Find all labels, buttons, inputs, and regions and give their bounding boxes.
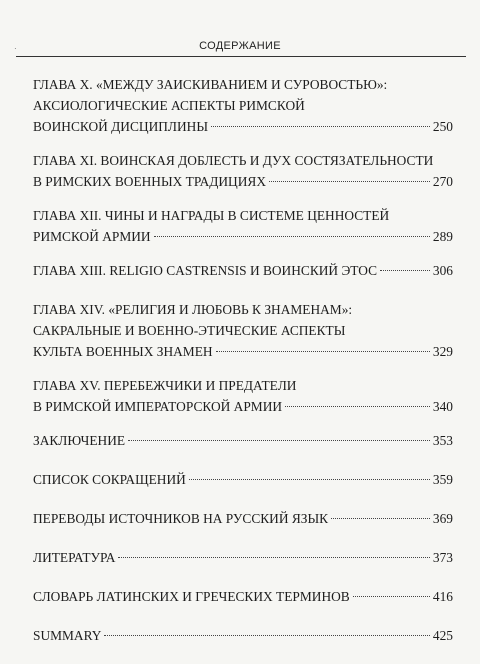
page-header: СОДЕРЖАНИЕ [199,40,281,52]
page-number: 289 [432,229,453,244]
dot-leader [104,635,429,636]
dot-leader [331,518,430,519]
dot-leader [353,596,430,597]
toc-entry-title: РИМСКОЙ АРМИИ [33,229,151,244]
toc-entry [33,547,453,568]
toc-entry-last-line [33,116,453,137]
toc-entry-last-line [33,586,453,607]
toc-entry [33,260,453,281]
margin-mark: · [14,44,17,53]
toc-entry-last-line [33,341,453,362]
page-number: 329 [432,344,453,359]
toc-entry [33,508,453,529]
page-number: 359 [432,472,453,487]
toc-entry-line: ГЛАВА XV. ПЕРЕБЕЖЧИКИ И ПРЕДАТЕЛИ [33,378,297,393]
page-number: 270 [432,174,453,189]
toc-entry-last-line [33,226,453,247]
dot-leader [189,479,430,480]
toc-entry [33,469,453,490]
toc-entry [33,586,453,607]
toc-entry-line: ГЛАВА XI. ВОИНСКАЯ ДОБЛЕСТЬ И ДУХ СОСТЯЗАТЕЛЬНОСТИ [33,153,434,168]
toc-entry-title: В РИМСКОЙ ИМПЕРАТОРСКОЙ АРМИИ [33,399,283,414]
table-of-contents [33,74,453,664]
toc-entry [33,430,453,451]
toc-entry-title: ЛИТЕРАТУРА [33,550,116,565]
dot-leader [380,270,430,271]
toc-entry-title: SUMMARY [33,628,102,643]
toc-entry-line: ГЛАВА XII. ЧИНЫ И НАГРАДЫ В СИСТЕМЕ ЦЕННОСТЕЙ [33,208,390,223]
toc-entry-title: СЛОВАРЬ ЛАТИНСКИХ И ГРЕЧЕСКИХ ТЕРМИНОВ [33,589,350,604]
toc-entry-title: КУЛЬТА ВОЕННЫХ ЗНАМЕН [33,344,213,359]
page-number: 250 [432,119,453,134]
toc-entry-last-line [33,469,453,490]
toc-entry [33,625,453,646]
toc-entry-title: СПИСОК СОКРАЩЕНИЙ [33,472,186,487]
toc-entry [33,74,453,137]
toc-entry-last-line [33,396,453,417]
toc-entry-last-line [33,625,453,646]
toc-entry-title: ГЛАВА XIII. RELIGIO CASTRENSIS И ВОИНСКИЙ ЭТОС [33,263,378,278]
header-rule [16,56,466,57]
page-number: 425 [432,628,453,643]
toc-entry-title: ЗАКЛЮЧЕНИЕ [33,433,126,448]
dot-leader [128,440,430,441]
toc-entry-line: САКРАЛЬНЫЕ И ВОЕННО-ЭТИЧЕСКИЕ АСПЕКТЫ [33,323,346,338]
toc-entry [33,375,453,417]
toc-entry [33,205,453,247]
page-number: 373 [432,550,453,565]
toc-entry [33,150,453,192]
dot-leader [216,351,430,352]
dot-leader [154,236,430,237]
page-number: 306 [432,263,453,278]
toc-entry-title: ВОИНСКОЙ ДИСЦИПЛИНЫ [33,119,209,134]
toc-entry-last-line [33,508,453,529]
dot-leader [211,126,430,127]
toc-entry-last-line [33,547,453,568]
toc-entry-line: АКСИОЛОГИЧЕСКИЕ АСПЕКТЫ РИМСКОЙ [33,98,305,113]
toc-entry-last-line [33,260,453,281]
page-number: 353 [432,433,453,448]
dot-leader [285,406,430,407]
toc-entry-title: В РИМСКИХ ВОЕННЫХ ТРАДИЦИЯХ [33,174,267,189]
toc-entry-last-line [33,430,453,451]
toc-entry-line: ГЛАВА X. «МЕЖДУ ЗАИСКИВАНИЕМ И СУРОВОСТЬЮ»: [33,77,388,92]
toc-entry-line: ГЛАВА XIV. «РЕЛИГИЯ И ЛЮБОВЬ К ЗНАМЕНАМ»: [33,302,353,317]
page-number: 369 [432,511,453,526]
page-number: 416 [432,589,453,604]
toc-entry-title: ПЕРЕВОДЫ ИСТОЧНИКОВ НА РУССКИЙ ЯЗЫК [33,511,329,526]
toc-entry-last-line [33,171,453,192]
dot-leader [269,181,430,182]
toc-entry [33,299,453,362]
page-number: 340 [432,399,453,414]
dot-leader [118,557,430,558]
